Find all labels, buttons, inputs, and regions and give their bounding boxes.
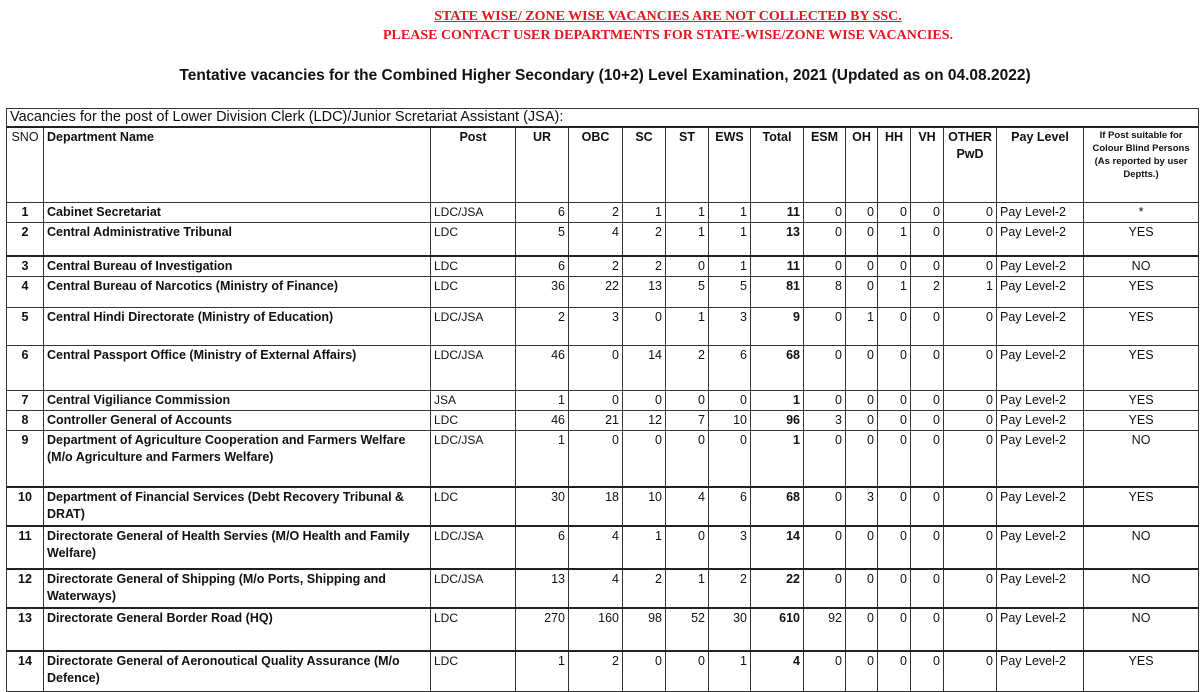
table-row xyxy=(7,223,1199,257)
cell-vh: 0 xyxy=(911,256,944,277)
header-obc: OBC xyxy=(569,127,623,203)
cell-colour-blind: * xyxy=(1084,203,1199,223)
cell-st: 4 xyxy=(666,487,709,526)
header-department-name: Department Name xyxy=(44,127,431,203)
cell-department-name: Controller General of Accounts xyxy=(44,411,431,431)
cell-sc: 10 xyxy=(623,487,666,526)
cell-department-name: Directorate General Border Road (HQ) xyxy=(44,608,431,651)
cell-sc: 0 xyxy=(623,308,666,346)
table-row xyxy=(7,277,1199,308)
cell-oh: 0 xyxy=(846,608,878,651)
header-colour-blind: If Post suitable for Colour Blind Persons (As reported by user Deptts.) xyxy=(1084,127,1199,203)
cell-colour-blind: NO xyxy=(1084,256,1199,277)
table-row xyxy=(7,256,1199,277)
cell-department-name: Central Passport Office (Ministry of External Affairs) xyxy=(44,346,431,391)
cell-post: LDC xyxy=(431,651,516,692)
header-vh: VH xyxy=(911,127,944,203)
cell-obc: 2 xyxy=(569,651,623,692)
cell-post: LDC xyxy=(431,256,516,277)
cell-esm: 0 xyxy=(804,308,846,346)
document-title: Tentative vacancies for the Combined Higher Secondary (10+2) Level Examination, 2021 (Updated as on 04.08.2022) xyxy=(179,67,1031,84)
cell-st: 0 xyxy=(666,391,709,411)
cell-post: LDC/JSA xyxy=(431,203,516,223)
cell-st: 1 xyxy=(666,308,709,346)
cell-ews: 6 xyxy=(709,487,751,526)
cell-st: 52 xyxy=(666,608,709,651)
cell-ur: 30 xyxy=(516,487,569,526)
cell-vh: 0 xyxy=(911,651,944,692)
cell-ews: 1 xyxy=(709,651,751,692)
cell-oh: 0 xyxy=(846,411,878,431)
cell-post: LDC/JSA xyxy=(431,346,516,391)
cell-total: 13 xyxy=(751,223,804,257)
cell-post: LDC/JSA xyxy=(431,526,516,569)
cell-total: 1 xyxy=(751,431,804,488)
cell-department-name: Directorate General of Aeronoutical Quality Assurance (M/o Defence) xyxy=(44,651,431,692)
cell-post: LDC/JSA xyxy=(431,308,516,346)
cell-post: LDC xyxy=(431,277,516,308)
cell-post: JSA xyxy=(431,391,516,411)
cell-ur: 1 xyxy=(516,391,569,411)
cell-colour-blind: NO xyxy=(1084,431,1199,488)
cell-sno: 13 xyxy=(7,608,44,651)
cell-obc: 160 xyxy=(569,608,623,651)
cell-ur: 1 xyxy=(516,651,569,692)
cell-vh: 0 xyxy=(911,608,944,651)
cell-pay-level: Pay Level-2 xyxy=(997,608,1084,651)
cell-pay-level: Pay Level-2 xyxy=(997,203,1084,223)
cell-vh: 0 xyxy=(911,203,944,223)
cell-sc: 2 xyxy=(623,256,666,277)
cell-sno: 7 xyxy=(7,391,44,411)
cell-vh: 0 xyxy=(911,391,944,411)
cell-ews: 1 xyxy=(709,203,751,223)
cell-hh: 0 xyxy=(878,203,911,223)
cell-sc: 1 xyxy=(623,526,666,569)
cell-post: LDC xyxy=(431,487,516,526)
cell-oh: 0 xyxy=(846,569,878,608)
cell-pay-level: Pay Level-2 xyxy=(997,223,1084,257)
cell-pay-level: Pay Level-2 xyxy=(997,308,1084,346)
cell-sno: 11 xyxy=(7,526,44,569)
cell-post: LDC xyxy=(431,223,516,257)
header-sno: SNO xyxy=(7,127,44,203)
cell-esm: 0 xyxy=(804,526,846,569)
cell-hh: 0 xyxy=(878,431,911,488)
cell-department-name: Department of Agriculture Cooperation and Farmers Welfare (M/o Agriculture and Farmers Welfare) xyxy=(44,431,431,488)
cell-other-pwd: 1 xyxy=(944,277,997,308)
cell-st: 7 xyxy=(666,411,709,431)
cell-colour-blind: YES xyxy=(1084,651,1199,692)
cell-ews: 6 xyxy=(709,346,751,391)
cell-total: 9 xyxy=(751,308,804,346)
cell-department-name: Central Hindi Directorate (Ministry of Education) xyxy=(44,308,431,346)
cell-st: 0 xyxy=(666,651,709,692)
cell-sno: 3 xyxy=(7,256,44,277)
cell-other-pwd: 0 xyxy=(944,308,997,346)
cell-department-name: Central Administrative Tribunal xyxy=(44,223,431,257)
cell-total: 1 xyxy=(751,391,804,411)
notice-line-1: STATE WISE/ ZONE WISE VACANCIES ARE NOT COLLECTED BY SSC. xyxy=(434,9,902,24)
cell-hh: 0 xyxy=(878,608,911,651)
cell-ur: 2 xyxy=(516,308,569,346)
cell-sc: 14 xyxy=(623,346,666,391)
cell-sno: 12 xyxy=(7,569,44,608)
cell-obc: 4 xyxy=(569,569,623,608)
cell-hh: 0 xyxy=(878,487,911,526)
cell-total: 11 xyxy=(751,256,804,277)
cell-esm: 0 xyxy=(804,569,846,608)
cell-sno: 8 xyxy=(7,411,44,431)
cell-hh: 0 xyxy=(878,256,911,277)
cell-obc: 0 xyxy=(569,346,623,391)
cell-hh: 0 xyxy=(878,651,911,692)
cell-st: 0 xyxy=(666,256,709,277)
cell-other-pwd: 0 xyxy=(944,431,997,488)
cell-colour-blind: YES xyxy=(1084,308,1199,346)
cell-ews: 3 xyxy=(709,308,751,346)
cell-ews: 30 xyxy=(709,608,751,651)
cell-other-pwd: 0 xyxy=(944,203,997,223)
cell-esm: 0 xyxy=(804,223,846,257)
cell-esm: 0 xyxy=(804,256,846,277)
cell-pay-level: Pay Level-2 xyxy=(997,346,1084,391)
cell-st: 0 xyxy=(666,526,709,569)
cell-department-name: Directorate General of Shipping (M/o Ports, Shipping and Waterways) xyxy=(44,569,431,608)
cell-vh: 0 xyxy=(911,487,944,526)
cell-sno: 14 xyxy=(7,651,44,692)
cell-obc: 3 xyxy=(569,308,623,346)
header-oh: OH xyxy=(846,127,878,203)
cell-department-name: Central Bureau of Investigation xyxy=(44,256,431,277)
cell-obc: 4 xyxy=(569,223,623,257)
cell-obc: 4 xyxy=(569,526,623,569)
cell-pay-level: Pay Level-2 xyxy=(997,411,1084,431)
cell-total: 610 xyxy=(751,608,804,651)
cell-colour-blind: YES xyxy=(1084,411,1199,431)
table-row xyxy=(7,487,1199,526)
cell-post: LDC xyxy=(431,411,516,431)
cell-ur: 6 xyxy=(516,203,569,223)
cell-pay-level: Pay Level-2 xyxy=(997,277,1084,308)
cell-ur: 13 xyxy=(516,569,569,608)
cell-esm: 0 xyxy=(804,487,846,526)
cell-esm: 3 xyxy=(804,411,846,431)
cell-sno: 6 xyxy=(7,346,44,391)
cell-pay-level: Pay Level-2 xyxy=(997,569,1084,608)
cell-colour-blind: NO xyxy=(1084,569,1199,608)
cell-oh: 3 xyxy=(846,487,878,526)
table-row xyxy=(7,651,1199,692)
cell-obc: 2 xyxy=(569,256,623,277)
header-total: Total xyxy=(751,127,804,203)
header-ur: UR xyxy=(516,127,569,203)
cell-sc: 12 xyxy=(623,411,666,431)
cell-colour-blind: YES xyxy=(1084,346,1199,391)
cell-esm: 0 xyxy=(804,431,846,488)
cell-sno: 4 xyxy=(7,277,44,308)
cell-other-pwd: 0 xyxy=(944,256,997,277)
cell-ews: 3 xyxy=(709,526,751,569)
cell-sc: 13 xyxy=(623,277,666,308)
cell-oh: 0 xyxy=(846,651,878,692)
cell-oh: 0 xyxy=(846,256,878,277)
cell-pay-level: Pay Level-2 xyxy=(997,256,1084,277)
table-caption: Vacancies for the post of Lower Division Clerk (LDC)/Junior Scretariat Assistant (JSA): xyxy=(7,109,1199,128)
cell-obc: 21 xyxy=(569,411,623,431)
cell-hh: 0 xyxy=(878,569,911,608)
cell-sc: 0 xyxy=(623,651,666,692)
header-pay-level: Pay Level xyxy=(997,127,1084,203)
cell-ur: 46 xyxy=(516,346,569,391)
cell-st: 5 xyxy=(666,277,709,308)
cell-other-pwd: 0 xyxy=(944,487,997,526)
cell-hh: 0 xyxy=(878,526,911,569)
header-other-pwd: OTHER PwD xyxy=(944,127,997,203)
header-sc: SC xyxy=(623,127,666,203)
cell-hh: 1 xyxy=(878,277,911,308)
cell-pay-level: Pay Level-2 xyxy=(997,526,1084,569)
cell-oh: 0 xyxy=(846,223,878,257)
cell-colour-blind: NO xyxy=(1084,608,1199,651)
cell-obc: 22 xyxy=(569,277,623,308)
cell-esm: 0 xyxy=(804,346,846,391)
table-row xyxy=(7,391,1199,411)
cell-st: 0 xyxy=(666,431,709,488)
cell-ur: 6 xyxy=(516,526,569,569)
cell-hh: 0 xyxy=(878,391,911,411)
cell-ur: 46 xyxy=(516,411,569,431)
cell-ews: 5 xyxy=(709,277,751,308)
cell-vh: 2 xyxy=(911,277,944,308)
cell-hh: 0 xyxy=(878,308,911,346)
cell-pay-level: Pay Level-2 xyxy=(997,487,1084,526)
table-row xyxy=(7,431,1199,488)
cell-department-name: Central Vigiliance Commission xyxy=(44,391,431,411)
cell-total: 68 xyxy=(751,487,804,526)
notice-line-2: PLEASE CONTACT USER DEPARTMENTS FOR STATE-WISE/ZONE WISE VACANCIES. xyxy=(382,28,953,43)
cell-ur: 6 xyxy=(516,256,569,277)
cell-sc: 1 xyxy=(623,203,666,223)
cell-sno: 2 xyxy=(7,223,44,257)
vacancy-table xyxy=(6,108,1199,692)
cell-colour-blind: YES xyxy=(1084,277,1199,308)
header-post: Post xyxy=(431,127,516,203)
header-st: ST xyxy=(666,127,709,203)
cell-esm: 0 xyxy=(804,651,846,692)
cell-colour-blind: NO xyxy=(1084,526,1199,569)
cell-other-pwd: 0 xyxy=(944,651,997,692)
table-row xyxy=(7,569,1199,608)
cell-pay-level: Pay Level-2 xyxy=(997,431,1084,488)
cell-sc: 2 xyxy=(623,223,666,257)
header-hh: HH xyxy=(878,127,911,203)
cell-sno: 5 xyxy=(7,308,44,346)
cell-total: 68 xyxy=(751,346,804,391)
cell-st: 1 xyxy=(666,203,709,223)
cell-vh: 0 xyxy=(911,411,944,431)
cell-vh: 0 xyxy=(911,223,944,257)
cell-sc: 0 xyxy=(623,391,666,411)
cell-post: LDC/JSA xyxy=(431,569,516,608)
cell-ur: 5 xyxy=(516,223,569,257)
cell-colour-blind: YES xyxy=(1084,391,1199,411)
cell-ews: 1 xyxy=(709,256,751,277)
cell-other-pwd: 0 xyxy=(944,569,997,608)
cell-vh: 0 xyxy=(911,569,944,608)
cell-total: 81 xyxy=(751,277,804,308)
cell-oh: 0 xyxy=(846,277,878,308)
cell-hh: 0 xyxy=(878,411,911,431)
cell-post: LDC xyxy=(431,608,516,651)
cell-obc: 0 xyxy=(569,391,623,411)
cell-st: 2 xyxy=(666,346,709,391)
cell-other-pwd: 0 xyxy=(944,223,997,257)
cell-oh: 0 xyxy=(846,431,878,488)
cell-ews: 2 xyxy=(709,569,751,608)
cell-vh: 0 xyxy=(911,431,944,488)
header-esm: ESM xyxy=(804,127,846,203)
table-row xyxy=(7,308,1199,346)
cell-department-name: Cabinet Secretariat xyxy=(44,203,431,223)
cell-ur: 1 xyxy=(516,431,569,488)
cell-other-pwd: 0 xyxy=(944,411,997,431)
cell-oh: 1 xyxy=(846,308,878,346)
table-row xyxy=(7,608,1199,651)
cell-total: 96 xyxy=(751,411,804,431)
cell-post: LDC/JSA xyxy=(431,431,516,488)
cell-other-pwd: 0 xyxy=(944,346,997,391)
cell-ur: 270 xyxy=(516,608,569,651)
cell-obc: 18 xyxy=(569,487,623,526)
cell-pay-level: Pay Level-2 xyxy=(997,391,1084,411)
cell-sno: 10 xyxy=(7,487,44,526)
cell-total: 11 xyxy=(751,203,804,223)
cell-hh: 0 xyxy=(878,346,911,391)
cell-department-name: Department of Financial Services (Debt Recovery Tribunal & DRAT) xyxy=(44,487,431,526)
cell-colour-blind: YES xyxy=(1084,223,1199,257)
cell-other-pwd: 0 xyxy=(944,608,997,651)
cell-esm: 92 xyxy=(804,608,846,651)
cell-total: 14 xyxy=(751,526,804,569)
cell-colour-blind: YES xyxy=(1084,487,1199,526)
cell-sno: 9 xyxy=(7,431,44,488)
cell-ews: 0 xyxy=(709,431,751,488)
cell-sno: 1 xyxy=(7,203,44,223)
header-ews: EWS xyxy=(709,127,751,203)
cell-esm: 0 xyxy=(804,391,846,411)
cell-esm: 0 xyxy=(804,203,846,223)
cell-obc: 0 xyxy=(569,431,623,488)
cell-ews: 1 xyxy=(709,223,751,257)
table-header-row xyxy=(7,127,1199,203)
cell-vh: 0 xyxy=(911,308,944,346)
cell-department-name: Directorate General of Health Servies (M/O Health and Family Welfare) xyxy=(44,526,431,569)
cell-vh: 0 xyxy=(911,526,944,569)
cell-st: 1 xyxy=(666,569,709,608)
cell-vh: 0 xyxy=(911,346,944,391)
cell-esm: 8 xyxy=(804,277,846,308)
cell-total: 4 xyxy=(751,651,804,692)
cell-oh: 0 xyxy=(846,391,878,411)
cell-department-name: Central Bureau of Narcotics (Ministry of Finance) xyxy=(44,277,431,308)
cell-ews: 0 xyxy=(709,391,751,411)
cell-oh: 0 xyxy=(846,203,878,223)
table-row xyxy=(7,203,1199,223)
table-row xyxy=(7,526,1199,569)
cell-pay-level: Pay Level-2 xyxy=(997,651,1084,692)
cell-total: 22 xyxy=(751,569,804,608)
cell-ews: 10 xyxy=(709,411,751,431)
cell-other-pwd: 0 xyxy=(944,391,997,411)
cell-hh: 1 xyxy=(878,223,911,257)
cell-sc: 0 xyxy=(623,431,666,488)
cell-st: 1 xyxy=(666,223,709,257)
cell-oh: 0 xyxy=(846,346,878,391)
cell-obc: 2 xyxy=(569,203,623,223)
cell-sc: 2 xyxy=(623,569,666,608)
table-row xyxy=(7,346,1199,391)
cell-oh: 0 xyxy=(846,526,878,569)
cell-ur: 36 xyxy=(516,277,569,308)
table-row xyxy=(7,411,1199,431)
cell-sc: 98 xyxy=(623,608,666,651)
cell-other-pwd: 0 xyxy=(944,526,997,569)
